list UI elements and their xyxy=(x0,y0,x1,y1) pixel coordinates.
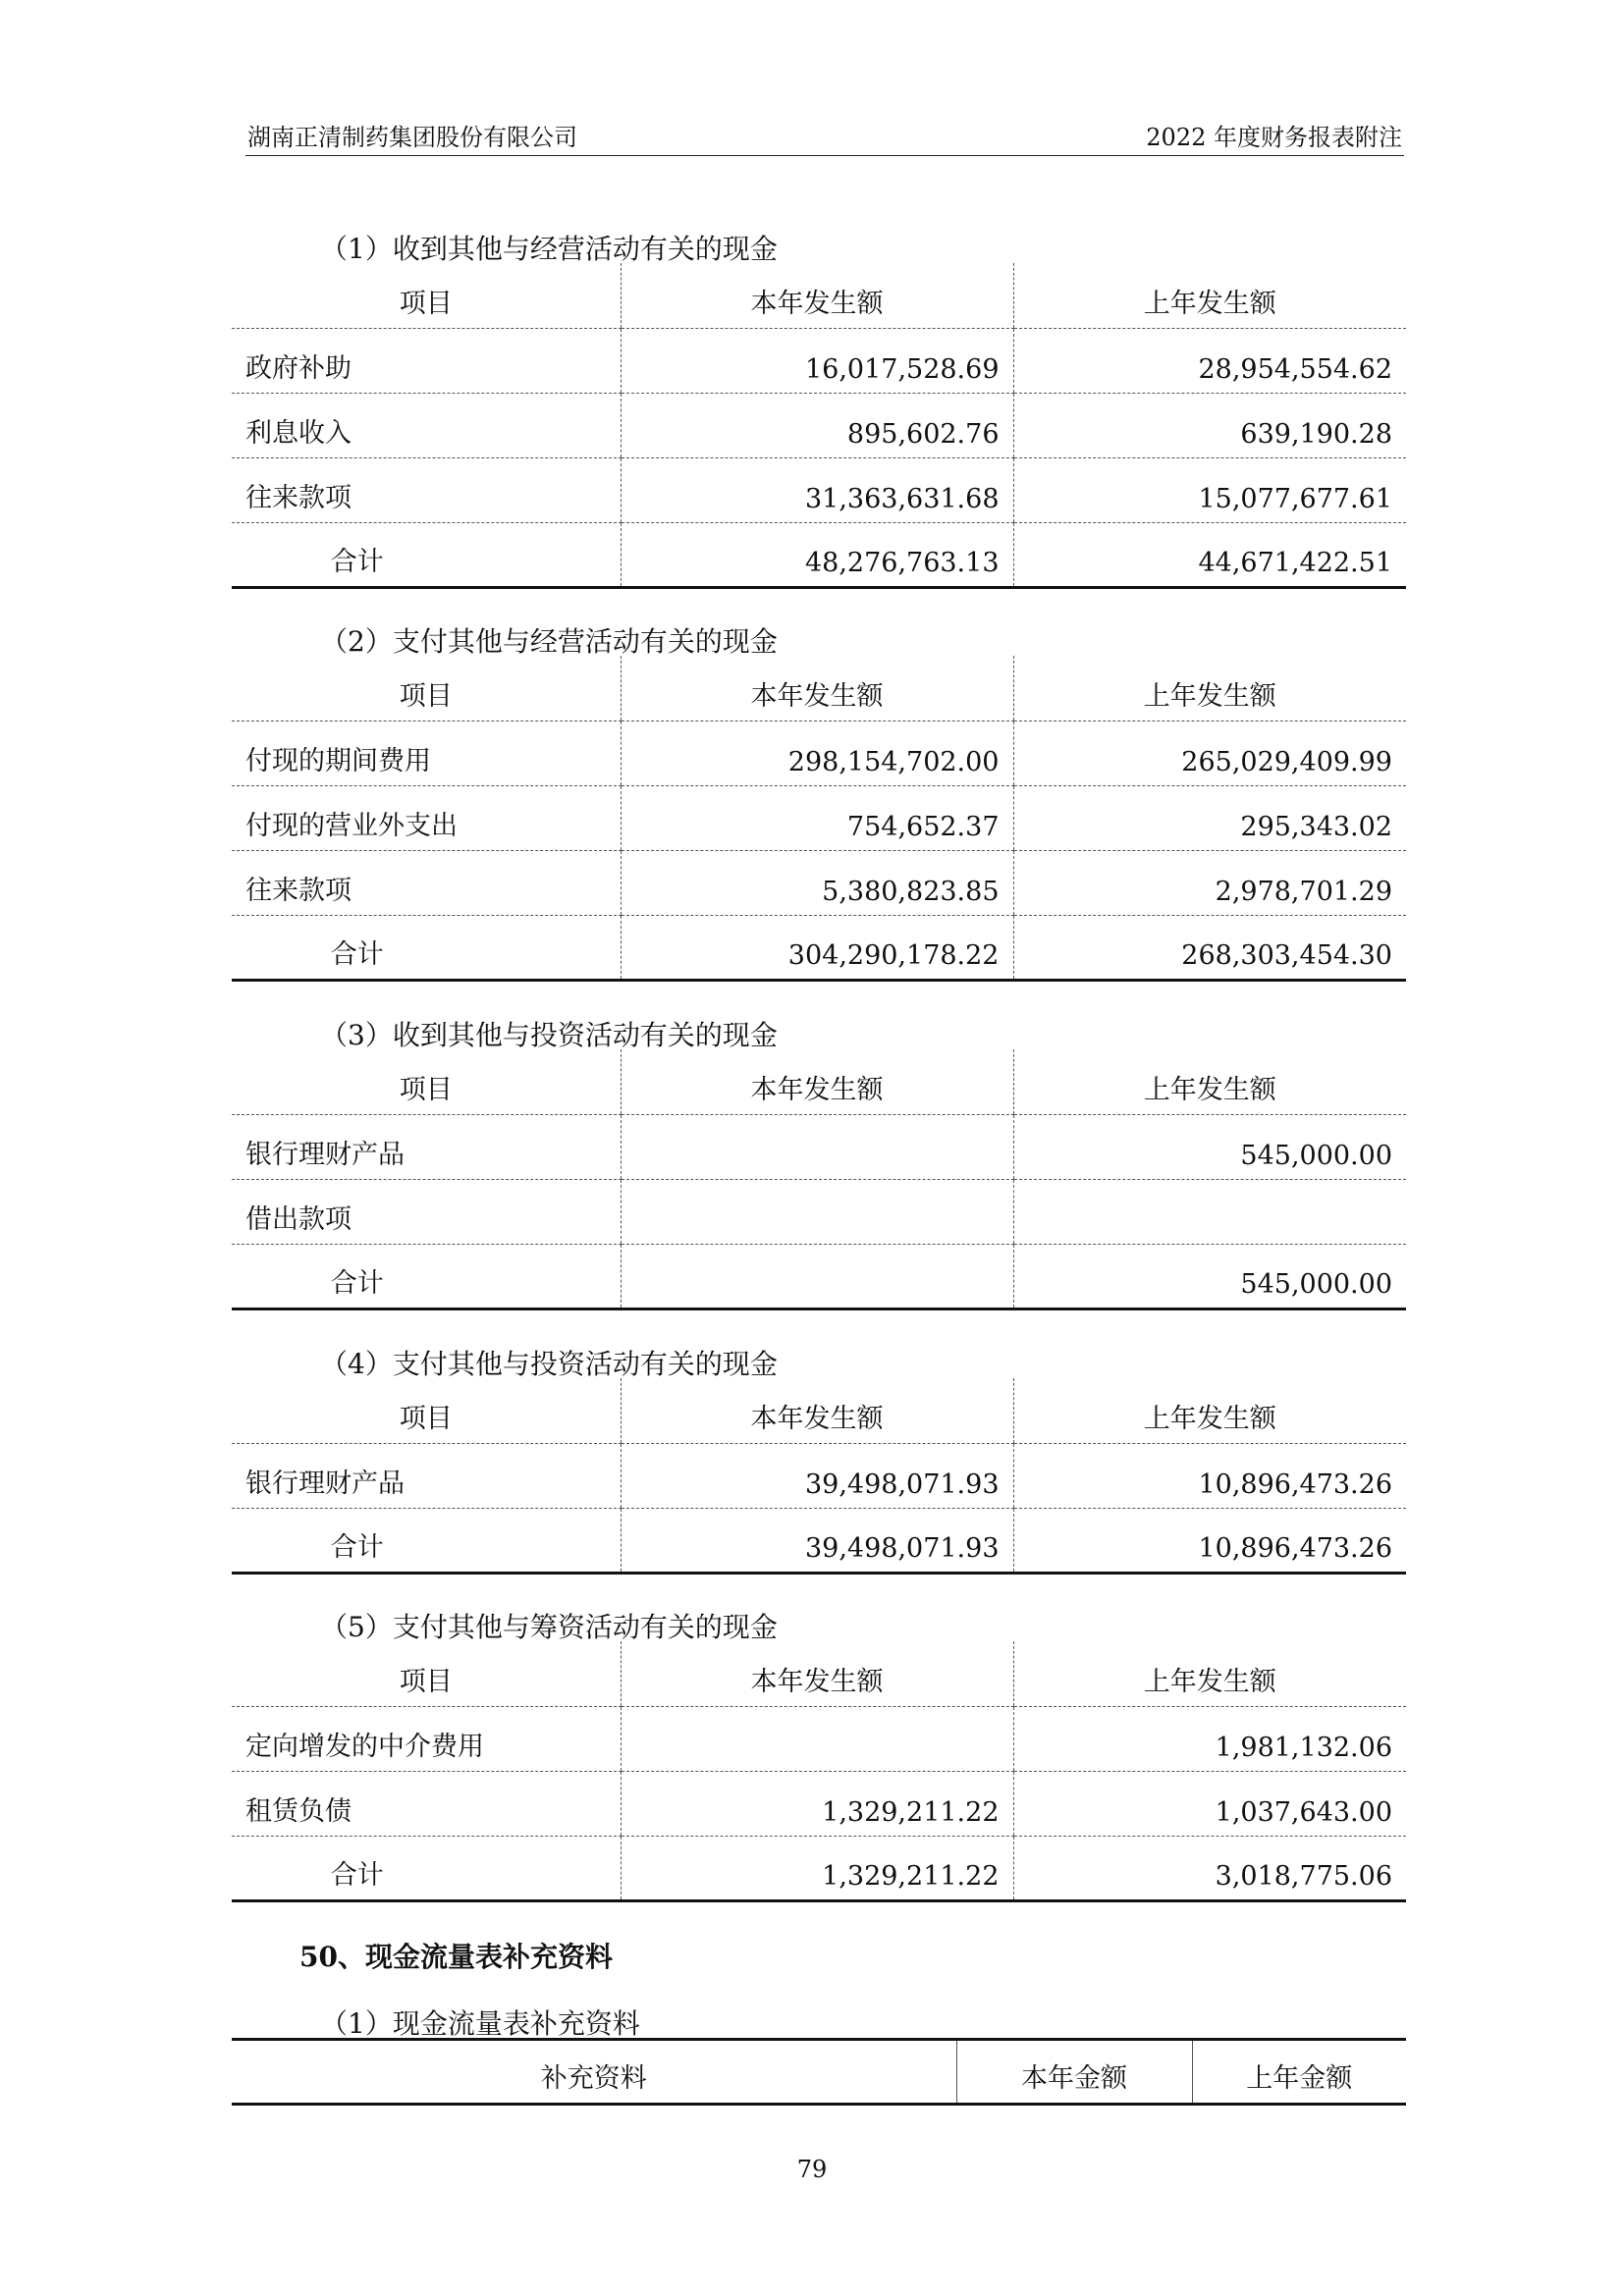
table-row xyxy=(232,1771,1406,1836)
table-header-row xyxy=(232,656,1406,721)
table-row xyxy=(232,393,1406,457)
page-header xyxy=(245,116,1404,156)
row-prior-amount: 1,981,132.06 xyxy=(1013,1706,1406,1771)
row-item: 付现的营业外支出 xyxy=(232,785,621,850)
header-cell-prior: 上年发生额 xyxy=(1013,1641,1406,1706)
total-current-amount: 304,290,178.22 xyxy=(621,915,1013,980)
total-label: 合计 xyxy=(232,915,621,980)
supplementary-table xyxy=(232,2038,1406,2106)
header-cell-current: 本年金额 xyxy=(956,2040,1192,2105)
header-cell-prior: 上年发生额 xyxy=(1013,263,1406,328)
table-header-row xyxy=(232,1378,1406,1443)
header-cell-item: 项目 xyxy=(232,656,621,721)
total-label: 合计 xyxy=(232,522,621,587)
header-cell-prior: 上年发生额 xyxy=(1013,1049,1406,1114)
table-header-row xyxy=(232,1049,1406,1114)
row-item: 租赁负债 xyxy=(232,1771,621,1836)
row-current-amount: 16,017,528.69 xyxy=(621,328,1013,393)
total-row xyxy=(232,1244,1406,1308)
table-row xyxy=(232,721,1406,785)
table-row xyxy=(232,1706,1406,1771)
table-row xyxy=(232,457,1406,522)
header-cell-current: 本年发生额 xyxy=(621,263,1013,328)
row-current-amount: 298,154,702.00 xyxy=(621,721,1013,785)
section-title: （4）支付其他与投资活动有关的现金 xyxy=(320,1348,778,1380)
table-row xyxy=(232,1179,1406,1244)
row-prior-amount: 28,954,554.62 xyxy=(1013,328,1406,393)
header-cell-current: 本年发生额 xyxy=(621,656,1013,721)
row-item: 借出款项 xyxy=(232,1179,621,1244)
row-current-amount: 895,602.76 xyxy=(621,393,1013,457)
row-current-amount: 39,498,071.93 xyxy=(621,1443,1013,1508)
header-cell-prior: 上年金额 xyxy=(1192,2040,1406,2105)
total-row xyxy=(232,915,1406,980)
total-prior-amount: 44,671,422.51 xyxy=(1013,522,1406,587)
row-prior-amount: 1,037,643.00 xyxy=(1013,1771,1406,1836)
total-label: 合计 xyxy=(232,1244,621,1308)
header-cell-item: 项目 xyxy=(232,263,621,328)
row-current-amount xyxy=(621,1706,1013,1771)
total-prior-amount: 545,000.00 xyxy=(1013,1244,1406,1308)
cash-flow-table xyxy=(232,263,1406,589)
total-prior-amount: 3,018,775.06 xyxy=(1013,1836,1406,1900)
total-row xyxy=(232,522,1406,587)
table-row xyxy=(232,850,1406,915)
total-prior-amount: 10,896,473.26 xyxy=(1013,1508,1406,1573)
row-item: 政府补助 xyxy=(232,328,621,393)
row-prior-amount: 15,077,677.61 xyxy=(1013,457,1406,522)
table-header-row xyxy=(232,2040,1406,2105)
row-prior-amount: 545,000.00 xyxy=(1013,1114,1406,1179)
total-current-amount: 39,498,071.93 xyxy=(621,1508,1013,1573)
company-name: 湖南正清制药集团股份有限公司 xyxy=(247,124,577,151)
total-row xyxy=(232,1836,1406,1900)
note-50-subtitle: （1）现金流量表补充资料 xyxy=(320,2007,640,2040)
total-current-amount: 1,329,211.22 xyxy=(621,1836,1013,1900)
row-item: 银行理财产品 xyxy=(232,1443,621,1508)
total-current-amount xyxy=(621,1244,1013,1308)
page-number: 79 xyxy=(796,2156,828,2183)
header-cell-current: 本年发生额 xyxy=(621,1378,1013,1443)
report-title: 2022 年度财务报表附注 xyxy=(1146,124,1402,151)
note-50-title: 50、现金流量表补充资料 xyxy=(299,1941,613,1973)
table-header-row xyxy=(232,1641,1406,1706)
row-item: 付现的期间费用 xyxy=(232,721,621,785)
header-cell-prior: 上年发生额 xyxy=(1013,656,1406,721)
cash-flow-table xyxy=(232,1378,1406,1575)
section-title: （1）收到其他与经营活动有关的现金 xyxy=(320,233,778,265)
header-cell-item: 项目 xyxy=(232,1641,621,1706)
cash-flow-table xyxy=(232,656,1406,982)
row-item: 往来款项 xyxy=(232,457,621,522)
table-header-row xyxy=(232,263,1406,328)
table-row xyxy=(232,1114,1406,1179)
table-row xyxy=(232,328,1406,393)
header-cell-item: 补充资料 xyxy=(232,2040,956,2105)
row-current-amount: 5,380,823.85 xyxy=(621,850,1013,915)
total-label: 合计 xyxy=(232,1508,621,1573)
row-item: 定向增发的中介费用 xyxy=(232,1706,621,1771)
row-prior-amount xyxy=(1013,1179,1406,1244)
row-item: 利息收入 xyxy=(232,393,621,457)
header-cell-item: 项目 xyxy=(232,1049,621,1114)
row-current-amount xyxy=(621,1179,1013,1244)
row-current-amount: 754,652.37 xyxy=(621,785,1013,850)
section-title: （2）支付其他与经营活动有关的现金 xyxy=(320,625,778,658)
row-prior-amount: 639,190.28 xyxy=(1013,393,1406,457)
row-prior-amount: 295,343.02 xyxy=(1013,785,1406,850)
row-prior-amount: 10,896,473.26 xyxy=(1013,1443,1406,1508)
cash-flow-table xyxy=(232,1049,1406,1310)
cash-flow-table xyxy=(232,1641,1406,1902)
row-item: 银行理财产品 xyxy=(232,1114,621,1179)
total-prior-amount: 268,303,454.30 xyxy=(1013,915,1406,980)
row-item: 往来款项 xyxy=(232,850,621,915)
total-label: 合计 xyxy=(232,1836,621,1900)
header-cell-prior: 上年发生额 xyxy=(1013,1378,1406,1443)
header-cell-item: 项目 xyxy=(232,1378,621,1443)
section-title: （5）支付其他与筹资活动有关的现金 xyxy=(320,1611,778,1643)
header-cell-current: 本年发生额 xyxy=(621,1641,1013,1706)
row-current-amount: 1,329,211.22 xyxy=(621,1771,1013,1836)
table-row xyxy=(232,1443,1406,1508)
row-prior-amount: 2,978,701.29 xyxy=(1013,850,1406,915)
row-prior-amount: 265,029,409.99 xyxy=(1013,721,1406,785)
row-current-amount xyxy=(621,1114,1013,1179)
total-current-amount: 48,276,763.13 xyxy=(621,522,1013,587)
row-current-amount: 31,363,631.68 xyxy=(621,457,1013,522)
table-row xyxy=(232,785,1406,850)
section-title: （3）收到其他与投资活动有关的现金 xyxy=(320,1019,778,1051)
total-row xyxy=(232,1508,1406,1573)
header-cell-current: 本年发生额 xyxy=(621,1049,1013,1114)
